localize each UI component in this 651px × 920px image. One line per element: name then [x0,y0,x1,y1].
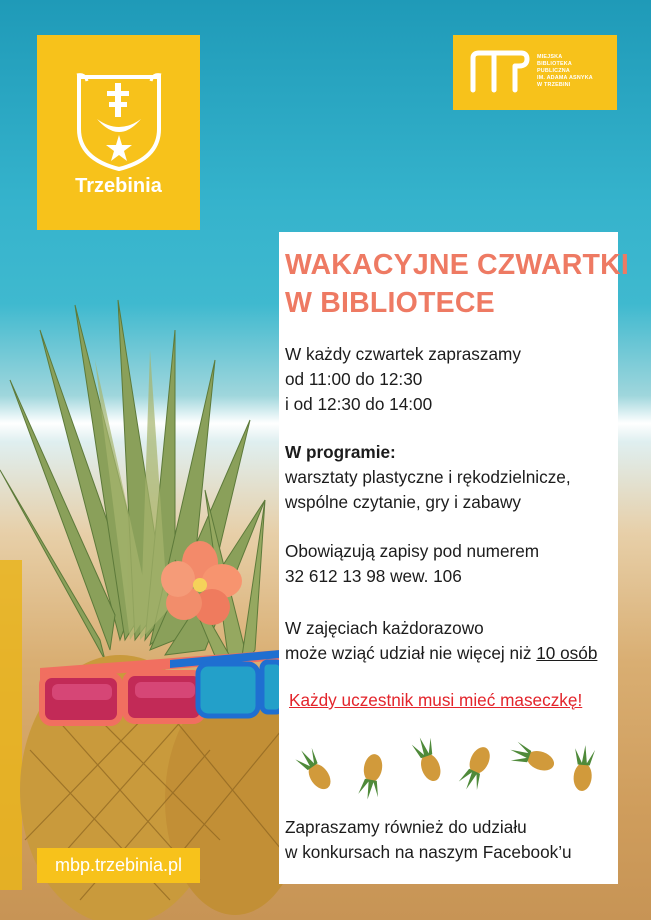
pineapple-row-icons [293,728,603,803]
mask-notice-text: Każdy uczestnik musi mieć maseczkę! [289,690,583,710]
town-name: Trzebinia [75,175,162,197]
schedule-line: i od 12:30 do 14:00 [285,394,433,414]
facebook-line: w konkursach na naszym Facebook’u [285,842,572,862]
limit-line: może wziąć udział nie więcej niż [285,643,537,663]
library-name-line: W TRZEBINI [537,82,571,88]
registration-paragraph [285,539,539,589]
facebook-paragraph [285,815,572,865]
participant-limit: 10 osób [536,643,598,663]
phone-number: 32 612 13 98 wew. 106 [285,566,462,586]
poster-title [285,246,629,322]
limit-paragraph [285,616,597,666]
title-line: WAKACYJNE CZWARTKI [285,249,630,281]
library-name-line: BIBLIOTEKA [537,61,572,67]
library-m-logo-icon [469,50,531,94]
program-heading: W programie: [285,442,396,462]
program-paragraph [285,440,571,515]
schedule-line: W każdy czwartek zapraszamy [285,344,521,364]
registration-line: Obowiązują zapisy pod numerem [285,541,540,561]
library-name-line: PUBLICZNA [537,68,570,74]
library-name [537,54,593,89]
limit-line: W zajęciach każdorazowo [285,618,484,638]
schedule-line: od 11:00 do 12:30 [285,369,423,389]
program-line: warsztaty plastyczne i rękodzielnicze, [285,467,571,487]
title-line: W BIBLIOTECE [285,287,495,319]
info-card [279,232,630,884]
program-line: wspólne czytanie, gry i zabawy [285,492,521,512]
trzebinia-logo [37,35,200,230]
library-logo [453,35,617,110]
schedule-paragraph [285,342,521,417]
mask-notice [289,688,582,713]
facebook-line: Zapraszamy również do udziału [285,817,527,837]
website-link[interactable]: mbp.trzebinia.pl [37,848,200,883]
library-name-line: IM. ADAMA ASNYKA [537,75,593,81]
coat-of-arms-icon [75,73,163,173]
library-name-line: MIEJSKA [537,54,563,60]
